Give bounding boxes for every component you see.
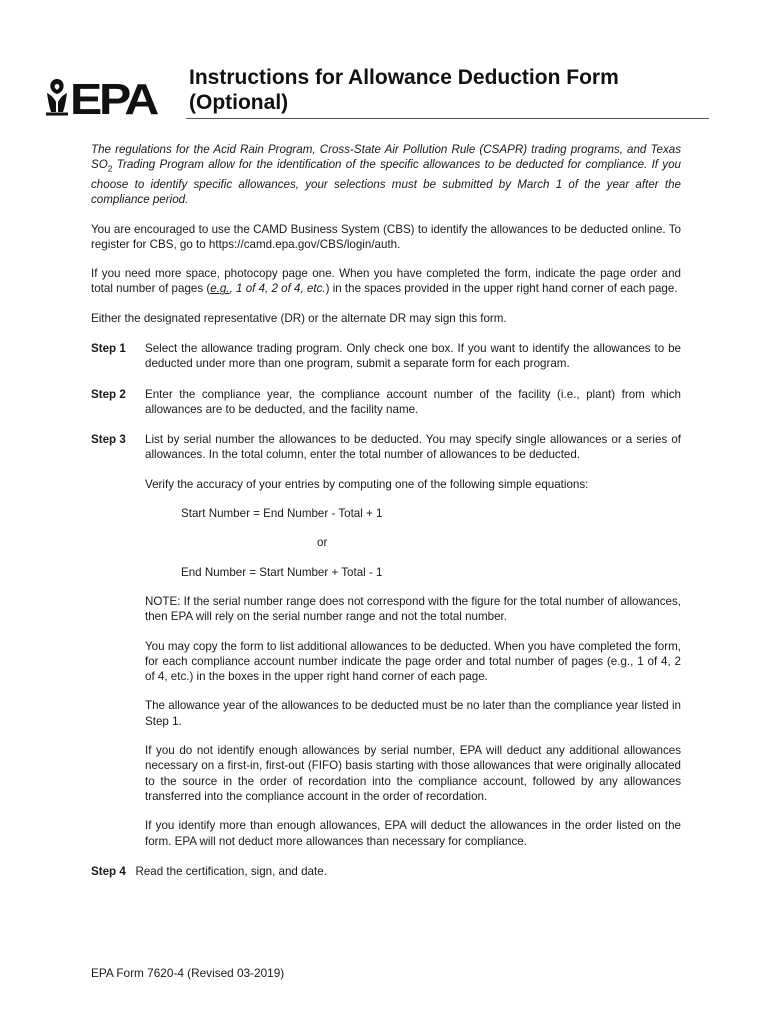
step-4-text: Read the certification, sign, and date. [135, 864, 327, 878]
step-2-text: Enter the compliance year, the compliance account number of the facility (i.e., plant) from which allowances are to be deducted, and the facility name. [145, 387, 681, 416]
cbs-paragraph: You are encouraged to use the CAMD Business System (CBS) to identify the allowances to be deducted online. To register for CBS, go to https://camd.epa.gov/CBS/login/auth. [91, 222, 681, 251]
step-1-text: Select the allowance trading program. Only check one box. If you want to identify the allowances to be deducted under more than one program, submit a separate form for each program. [145, 341, 681, 371]
instructions-body [91, 142, 681, 879]
step-1 [91, 341, 681, 372]
title-line-1: Instructions for Allowance Deduction Form [189, 66, 619, 89]
allowance-year-paragraph: The allowance year of the allowances to be deducted must be no later than the compliance year listed in Step 1. [145, 699, 681, 728]
step-2 [91, 387, 681, 418]
page-order-example: , 1 of 4, 2 of 4, etc. [229, 282, 326, 296]
signer-paragraph: Either the designated representative (DR) or the alternate DR may sign this form. [91, 311, 507, 325]
intro-paragraph [91, 142, 681, 208]
intro-part-2: Trading Program allow for the identification of the specific allowances to be deducted for compliance. If you choose to identify specific allowances, your selections must be submitted by March 1 of the year after the compliance period. [91, 158, 681, 207]
logo-lettering: EPA [70, 76, 158, 116]
more-space-part-2: ) in the spaces provided in the upper right hand corner of each page. [325, 282, 678, 296]
excess-allowances-paragraph: If you identify more than enough allowances, EPA will deduct the allowances in the order listed on the form. EPA will not deduct more allowances than necessary for compliance. [145, 819, 681, 848]
note-paragraph: NOTE: If the serial number range does not correspond with the figure for the total number of allowances, then EPA will rely on the serial number range and not the total number. [145, 594, 681, 624]
page-title [189, 65, 709, 115]
intro-part-1: The regulations for the Acid Rain Program, Cross-State Air Pollution Rule (CSAPR) trading programs, and Texas SO [91, 143, 681, 172]
more-space-paragraph [91, 266, 681, 297]
equation-2: End Number = Start Number + Total - 1 [181, 565, 383, 579]
step-1-label: Step 1 [91, 341, 126, 355]
step-4-label: Step 4 [91, 864, 126, 878]
equation-or: or [317, 536, 328, 550]
step-2-label: Step 2 [91, 387, 126, 401]
step-3-text: List by serial number the allowances to be deducted. You may specify single allowances or a series of allowances. In the total column, enter the total number of allowances to be deducted. [145, 433, 681, 462]
eg-abbrev: e.g. [210, 282, 230, 296]
epa-logo [46, 76, 158, 116]
more-space-part-1: If you need more space, photocopy page one. When you have completed the form, indicate the page order and total number of pages ( [91, 267, 681, 296]
title-line-2: (Optional) [189, 91, 289, 114]
equation-1: Start Number = End Number - Total + 1 [181, 507, 383, 521]
step-4 [91, 864, 681, 879]
step-3-label: Step 3 [91, 433, 126, 447]
form-footer: EPA Form 7620-4 (Revised 03-2019) [91, 966, 285, 980]
fifo-paragraph: If you do not identify enough allowances by serial number, EPA will deduct any additional allowances necessary on a first-in, first-out (FIFO) basis starting with those allowances that were originally allocated to the source in the order of recordation into the compliance account, followed by any allowances transferred into the compliance account in the order of recordation. [145, 744, 681, 803]
verify-paragraph: Verify the accuracy of your entries by computing one of the following simple equations: [145, 477, 589, 491]
so2-subscript: 2 [107, 163, 113, 174]
title-divider [186, 118, 709, 119]
copy-form-paragraph: You may copy the form to list additional allowances to be deducted. When you have completed the form, for each compliance account number indicate the page order and total number of pages (e.g., 1 of 4, 2 of 4, etc.) in the boxes in the upper right hand corner of each page. [145, 639, 681, 684]
epa-logo-graphic [46, 76, 158, 116]
step-3 [91, 432, 681, 463]
